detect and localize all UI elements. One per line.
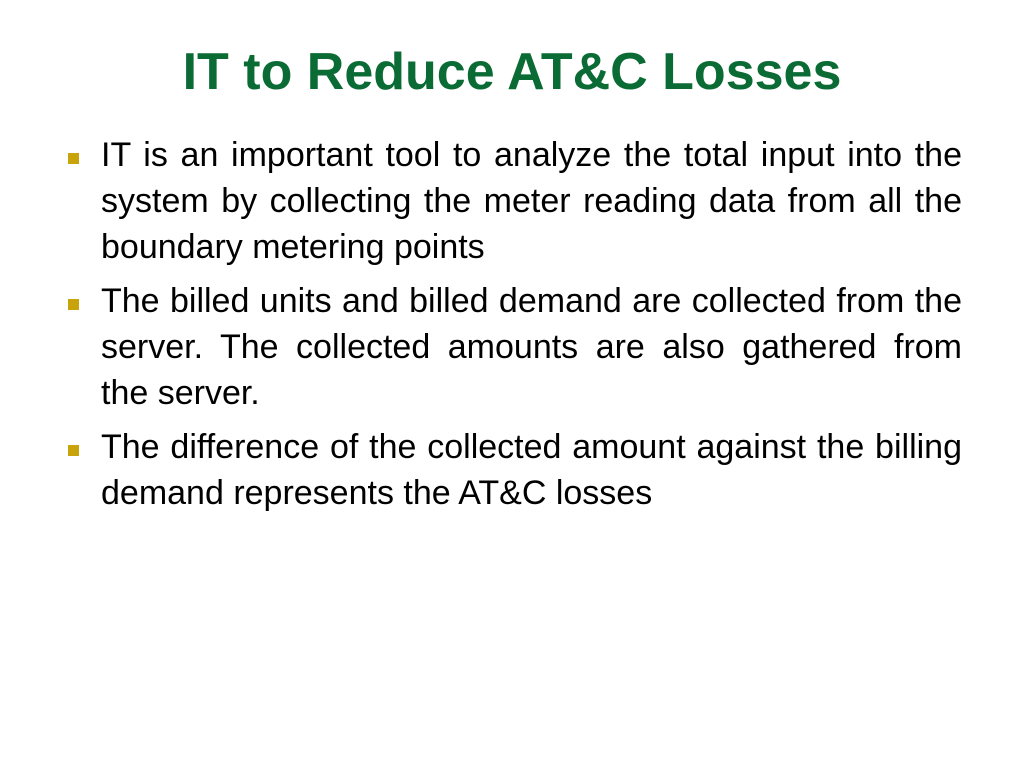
bullet-list: [60, 132, 962, 524]
square-bullet-icon: [68, 153, 79, 164]
slide-title: IT to Reduce AT&C Losses: [182, 43, 842, 101]
bullet-item: [60, 424, 962, 516]
bullet-item: [60, 278, 962, 416]
square-bullet-icon: [68, 445, 79, 456]
bullet-item: [60, 132, 962, 270]
bullet-text: The difference of the collected amount against the billing demand represents the AT&C losses: [101, 428, 962, 512]
bullet-text: IT is an important tool to analyze the total input into the system by collecting the meter reading data from all the boundary metering points: [101, 136, 962, 266]
square-bullet-icon: [68, 299, 79, 310]
bullet-text: The billed units and billed demand are collected from the server. The collected amounts are also gathered from the server.: [101, 282, 962, 412]
